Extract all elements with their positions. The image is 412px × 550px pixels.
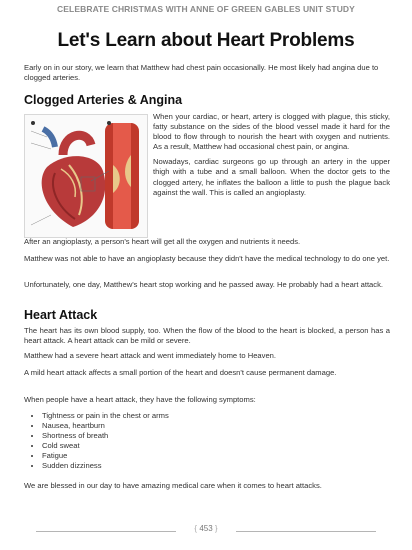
footer-rule-left	[36, 531, 176, 532]
intro-paragraph: Early on in our story, we learn that Matthew had chest pain occasionally. He most likely had angina due to clogged arteries.	[24, 63, 379, 83]
section-heading-clogged-arteries: Clogged Arteries & Angina	[24, 93, 183, 107]
page-bracket-left: {	[194, 524, 200, 533]
side-text-column	[153, 112, 390, 198]
symptom-item: • Fatigue	[42, 451, 390, 461]
page-number	[181, 524, 231, 533]
symptoms-list-container	[24, 411, 390, 470]
symptom-item: • Nausea, heartburn	[42, 421, 390, 431]
page-title: Let's Learn about Heart Problems	[57, 30, 355, 51]
section-heading-heart-attack: Heart Attack	[24, 308, 98, 322]
heart-attack-paragraph-1: The heart has its own blood supply, too. When the flow of the blood to the heart is blocked, a person has a heart attack. A heart attack can be mild or severe.	[24, 326, 390, 346]
heart-attack-paragraph-2: Matthew had a severe heart attack and went immediately home to Heaven.	[24, 351, 276, 360]
page-number-value: 453	[199, 524, 213, 533]
footer-rule-right	[236, 531, 376, 532]
symptom-item: • Tightness or pain in the chest or arms	[42, 411, 390, 421]
symptom-item: • Sudden dizziness	[42, 461, 390, 471]
heart-illustration-svg	[25, 115, 147, 237]
artery-paragraph-2: Nowadays, cardiac surgeons go up through an artery in the upper thigh with a tube and a small balloon. When the doctor gets to the clogged artery, he inflates the balloon a little to push the plague back against the wall. This is called an angioplasty.	[153, 157, 390, 197]
symptoms-list	[24, 411, 390, 470]
artery-paragraph-3: After an angioplasty, a person's heart will get all the oxygen and nutrients it needs.	[24, 237, 301, 246]
heart-artery-illustration	[24, 114, 148, 238]
symptom-item: • Shortness of breath	[42, 431, 390, 441]
artery-paragraph-1: When your cardiac, or heart, artery is clogged with plague, this sticky, fatty substance on the sides of the blood vessel made it hard for the blood to flow through to nourish the heart with oxygen and nutrients. As a result, Matthew had occasional chest pain, or angina.	[153, 112, 390, 152]
page-bracket-right: }	[212, 524, 218, 533]
heart-attack-paragraph-3: A mild heart attack affects a small portion of the heart and doesn't cause permanent damage.	[24, 368, 337, 377]
symptom-item: • Cold sweat	[42, 441, 390, 451]
heart-attack-paragraph-4: When people have a heart attack, they have the following symptoms:	[24, 395, 256, 404]
artery-paragraph-4: Matthew was not able to have an angioplasty because they didn't have the medical technology to do one yet.	[24, 254, 390, 263]
running-header: CELEBRATE CHRISTMAS WITH ANNE OF GREEN GABLES UNIT STUDY	[57, 4, 355, 14]
artery-paragraph-5: Unfortunately, one day, Matthew's heart stop working and he passed away. He probably had a heart attack.	[24, 280, 383, 289]
closing-paragraph: We are blessed in our day to have amazing medical care when it comes to heart attacks.	[24, 481, 322, 490]
